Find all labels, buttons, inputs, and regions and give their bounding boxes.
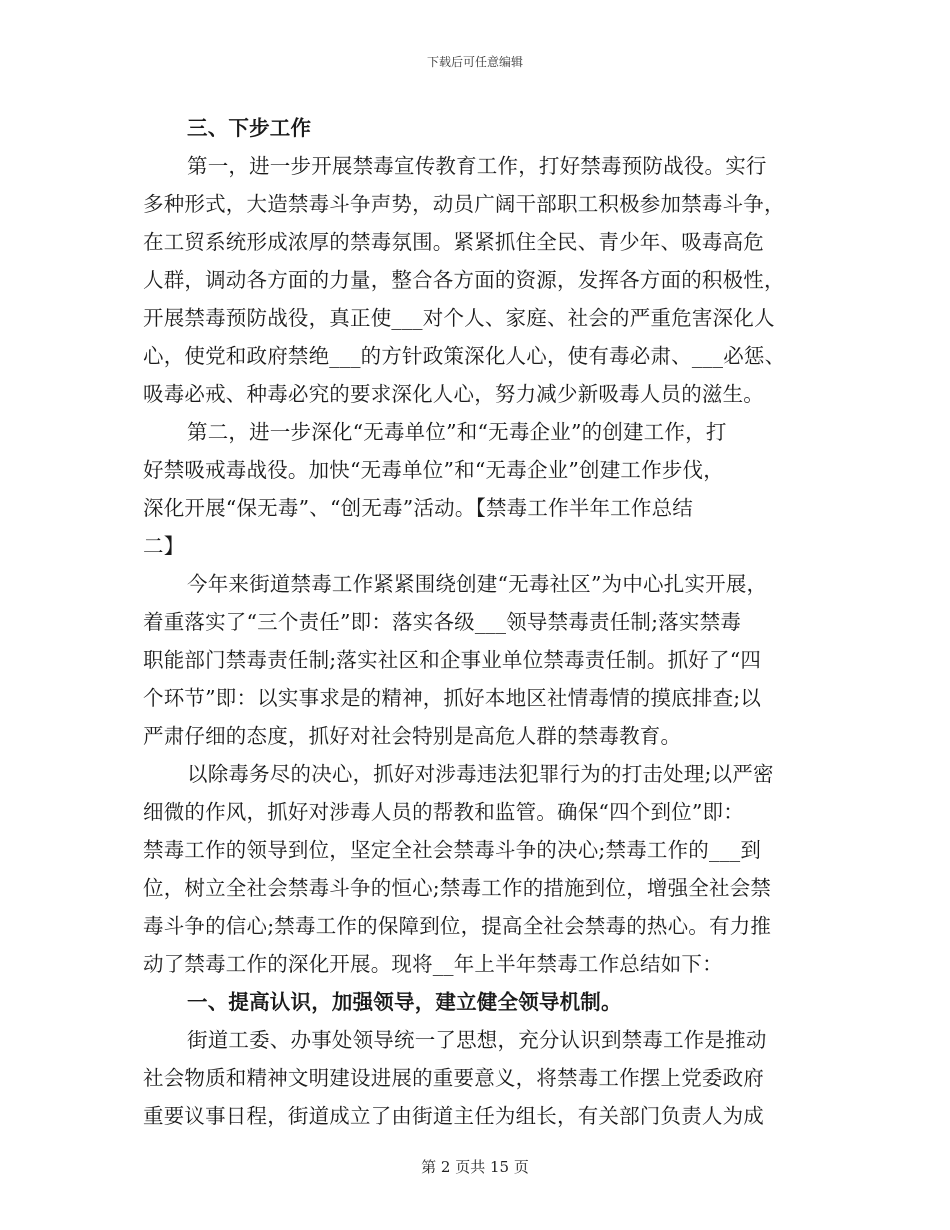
body-line: 社会物质和精神文明建设进展的重要意义，将禁毒工作摆上党委政府 bbox=[143, 1066, 764, 1090]
body-line: 在工贸系统形成浓厚的禁毒氛围。紧紧抓住全民、青少年、吸毒高危 bbox=[143, 230, 764, 254]
body-line: 第一，进一步开展禁毒宣传教育工作，打好禁毒预防战役。实行 bbox=[187, 154, 767, 178]
body-line: 深化开展“保无毒”、“创无毒”活动。【禁毒工作半年工作总结 bbox=[143, 496, 693, 520]
body-line: 严肃仔细的态度，抓好对社会特别是高危人群的禁毒教育。 bbox=[143, 724, 682, 748]
body-line: 禁毒工作的领导到位，坚定全社会禁毒斗争的决心;禁毒工作的___到 bbox=[143, 838, 762, 862]
body-line: 职能部门禁毒责任制;落实社区和企事业单位禁毒责任制。抓好了“四 bbox=[143, 648, 762, 672]
body-line: 重要议事日程，街道成立了由街道主任为组长，有关部门负责人为成 bbox=[143, 1104, 764, 1128]
body-line: 位，树立全社会禁毒斗争的恒心;禁毒工作的措施到位，增强全社会禁 bbox=[143, 876, 772, 900]
section-heading-leadership: 一、提高认识，加强领导，建立健全领导机制。 bbox=[187, 990, 622, 1014]
body-line: 动了禁毒工作的深化开展。现将__年上半年禁毒工作总结如下： bbox=[143, 952, 723, 976]
body-line: 开展禁毒预防战役，真正使___对个人、家庭、社会的严重危害深化人 bbox=[143, 306, 775, 330]
body-line: 细微的作风，抓好对涉毒人员的帮教和监管。确保“四个到位”即： bbox=[143, 800, 744, 824]
body-line: 多种形式，大造禁毒斗争声势，动员广阔干部职工积极参加禁毒斗争， bbox=[143, 192, 785, 216]
body-line: 着重落实了“三个责任”即：落实各级___领导禁毒责任制;落实禁毒 bbox=[143, 610, 742, 634]
body-line: 个环节”即：以实事求是的精神，抓好本地区社情毒情的摸底排查;以 bbox=[143, 686, 762, 710]
body-line: 毒斗争的信心;禁毒工作的保障到位，提高全社会禁毒的热心。有力推 bbox=[143, 914, 772, 938]
body-line: 人群，调动各方面的力量，整合各方面的资源，发挥各方面的积极性， bbox=[143, 268, 785, 292]
section-heading-next-steps: 三、下步工作 bbox=[187, 116, 312, 140]
body-line: 吸毒必戒、种毒必究的要求深化人心，努力减少新吸毒人员的滋生。 bbox=[143, 382, 764, 406]
body-line: 今年来街道禁毒工作紧紧围绕创建“无毒社区”为中心扎实开展， bbox=[187, 572, 768, 596]
body-line: 好禁吸戒毒战役。加快“无毒单位”和“无毒企业”创建工作步伐， bbox=[143, 458, 724, 482]
body-line: 街道工委、办事处领导统一了思想，充分认识到禁毒工作是推动 bbox=[187, 1028, 767, 1052]
body-line: 心，使党和政府禁绝___的方针政策深化人心，使有毒必肃、___必惩、 bbox=[143, 344, 786, 368]
body-line: 二】 bbox=[143, 534, 185, 558]
body-line: 第二，进一步深化“无毒单位”和“无毒企业”的创建工作，打 bbox=[187, 420, 727, 444]
body-line: 以除毒务尽的决心，抓好对涉毒违法犯罪行为的打击处理;以严密 bbox=[187, 762, 774, 786]
page-footer: 第 2 页共 15 页 bbox=[421, 1158, 529, 1176]
page-header: 下载后可任意编辑 bbox=[426, 55, 523, 69]
